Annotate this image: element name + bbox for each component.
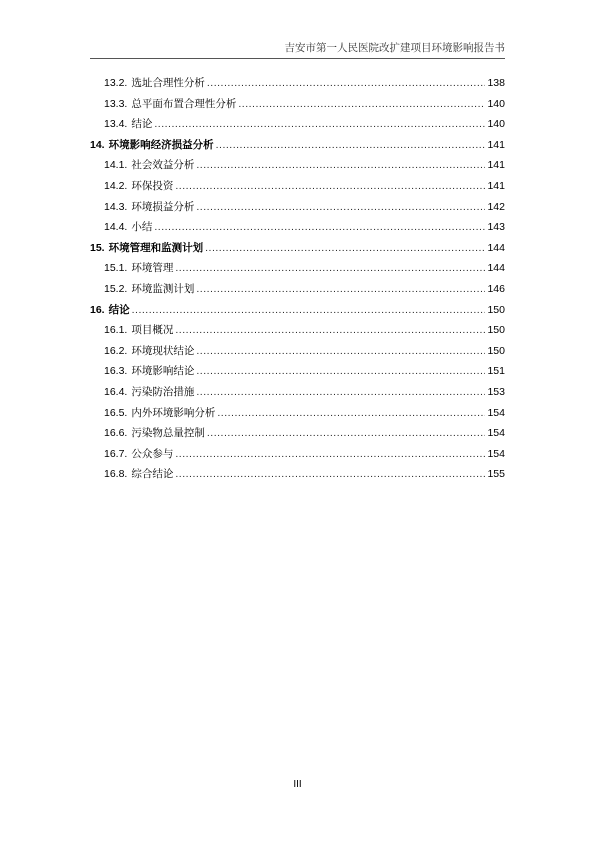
toc-entry-title: 内外环境影响分析 xyxy=(131,406,216,419)
toc-dot-leader xyxy=(175,258,485,279)
toc-entry-page: 150 xyxy=(487,324,505,337)
toc-section-entry[interactable] xyxy=(90,94,505,115)
toc-entry-number: 15. xyxy=(90,241,105,254)
toc-entry-title: 环境现状结论 xyxy=(131,344,195,357)
toc-entry-title: 社会效益分析 xyxy=(131,159,195,172)
toc-entry-page: 154 xyxy=(487,447,505,460)
toc-chapter-entry[interactable] xyxy=(90,135,505,156)
toc-entry-number: 15.2. xyxy=(104,282,128,295)
toc-entry-page: 144 xyxy=(487,241,505,254)
toc-section-entry[interactable] xyxy=(90,217,505,238)
toc-dot-leader xyxy=(217,403,485,424)
toc-entry-number: 16.7. xyxy=(104,447,128,460)
toc-dot-leader xyxy=(196,361,485,382)
toc-entry-page: 155 xyxy=(487,468,505,481)
toc-dot-leader xyxy=(175,464,485,485)
toc-entry-number: 13.3. xyxy=(104,97,128,110)
toc-dot-leader xyxy=(196,341,485,362)
toc-dot-leader xyxy=(207,423,486,444)
toc-entry-number: 14.2. xyxy=(104,179,128,192)
toc-entry-page: 150 xyxy=(487,303,505,316)
toc-dot-leader xyxy=(216,135,486,156)
toc-dot-leader xyxy=(196,279,485,300)
toc-entry-number: 14. xyxy=(90,138,105,151)
toc-section-entry[interactable] xyxy=(90,73,505,94)
toc-dot-leader xyxy=(205,238,485,259)
toc-entry-page: 154 xyxy=(487,406,505,419)
toc-entry-title: 环境影响经济损益分析 xyxy=(108,138,214,151)
toc-dot-leader xyxy=(132,300,486,321)
toc-entry-number: 15.1. xyxy=(104,262,128,275)
toc-dot-leader xyxy=(238,94,485,115)
toc-entry-number: 13.4. xyxy=(104,118,128,131)
toc-entry-title: 总平面布置合理性分析 xyxy=(131,97,237,110)
toc-chapter-entry[interactable] xyxy=(90,238,505,259)
toc-section-entry[interactable] xyxy=(90,114,505,135)
toc-section-entry[interactable] xyxy=(90,155,505,176)
toc-entry-number: 13.2. xyxy=(104,77,128,89)
toc-entry-title: 环境管理 xyxy=(131,262,174,275)
toc-entry-number: 16.2. xyxy=(104,344,128,357)
toc-entry-title: 环保投资 xyxy=(131,179,174,192)
toc-chapter-entry[interactable] xyxy=(90,300,505,321)
toc-entry-title: 公众参与 xyxy=(131,447,174,460)
toc-entry-number: 14.3. xyxy=(104,200,128,213)
toc-entry-page: 140 xyxy=(487,118,505,131)
toc-entry-number: 16.8. xyxy=(104,468,128,481)
toc-section-entry[interactable] xyxy=(90,341,505,362)
toc-section-entry[interactable] xyxy=(90,258,505,279)
running-header: 吉安市第一人民医院改扩建项目环境影响报告书 xyxy=(284,42,505,54)
toc-entry-title: 环境影响结论 xyxy=(131,365,195,378)
toc-entry-page: 151 xyxy=(487,365,505,378)
toc-entry-title: 小结 xyxy=(131,221,153,234)
toc-dot-leader xyxy=(207,73,486,94)
toc-entry-title: 结论 xyxy=(108,303,130,316)
toc-entry-page: 150 xyxy=(487,344,505,357)
toc-dot-leader xyxy=(175,320,485,341)
page-number: III xyxy=(293,779,302,790)
toc-entry-number: 14.4. xyxy=(104,221,128,234)
toc-dot-leader xyxy=(175,444,485,465)
toc-entry-title: 污染防治措施 xyxy=(131,385,195,398)
toc-dot-leader xyxy=(154,114,485,135)
toc-dot-leader xyxy=(196,382,485,403)
toc-entry-number: 16. xyxy=(90,303,105,316)
toc-entry-number: 16.3. xyxy=(104,365,128,378)
toc-dot-leader xyxy=(175,176,485,197)
toc-entry-number: 16.6. xyxy=(104,427,128,440)
header-rule xyxy=(90,58,505,59)
toc-entry-number: 16.1. xyxy=(104,324,128,337)
toc-entry-page: 138 xyxy=(487,77,505,89)
toc-entry-page: 144 xyxy=(487,262,505,275)
table-of-contents xyxy=(90,73,505,485)
toc-entry-page: 146 xyxy=(487,282,505,295)
toc-dot-leader xyxy=(154,217,485,238)
toc-entry-page: 141 xyxy=(487,138,505,151)
toc-entry-title: 结论 xyxy=(131,118,153,131)
toc-entry-page: 140 xyxy=(487,97,505,110)
toc-entry-number: 14.1. xyxy=(104,159,128,172)
toc-entry-title: 污染物总量控制 xyxy=(131,427,205,440)
toc-entry-number: 16.4. xyxy=(104,385,128,398)
toc-section-entry[interactable] xyxy=(90,423,505,444)
toc-entry-title: 选址合理性分析 xyxy=(131,77,205,89)
toc-entry-page: 154 xyxy=(487,427,505,440)
toc-entry-title: 环境监测计划 xyxy=(131,282,195,295)
toc-section-entry[interactable] xyxy=(90,197,505,218)
toc-section-entry[interactable] xyxy=(90,320,505,341)
toc-entry-page: 153 xyxy=(487,385,505,398)
toc-section-entry[interactable] xyxy=(90,444,505,465)
toc-entry-title: 环境损益分析 xyxy=(131,200,195,213)
toc-section-entry[interactable] xyxy=(90,279,505,300)
toc-section-entry[interactable] xyxy=(90,382,505,403)
toc-entry-page: 143 xyxy=(487,221,505,234)
toc-entry-page: 142 xyxy=(487,200,505,213)
toc-section-entry[interactable] xyxy=(90,176,505,197)
toc-entry-title: 项目概况 xyxy=(131,324,174,337)
toc-entry-title: 环境管理和监测计划 xyxy=(108,241,204,254)
toc-dot-leader xyxy=(196,197,485,218)
toc-entry-page: 141 xyxy=(487,179,505,192)
toc-section-entry[interactable] xyxy=(90,403,505,424)
toc-entry-title: 综合结论 xyxy=(131,468,174,481)
toc-entry-number: 16.5. xyxy=(104,406,128,419)
toc-section-entry[interactable] xyxy=(90,464,505,485)
toc-entry-page: 141 xyxy=(487,159,505,172)
toc-section-entry[interactable] xyxy=(90,361,505,382)
toc-dot-leader xyxy=(196,155,485,176)
